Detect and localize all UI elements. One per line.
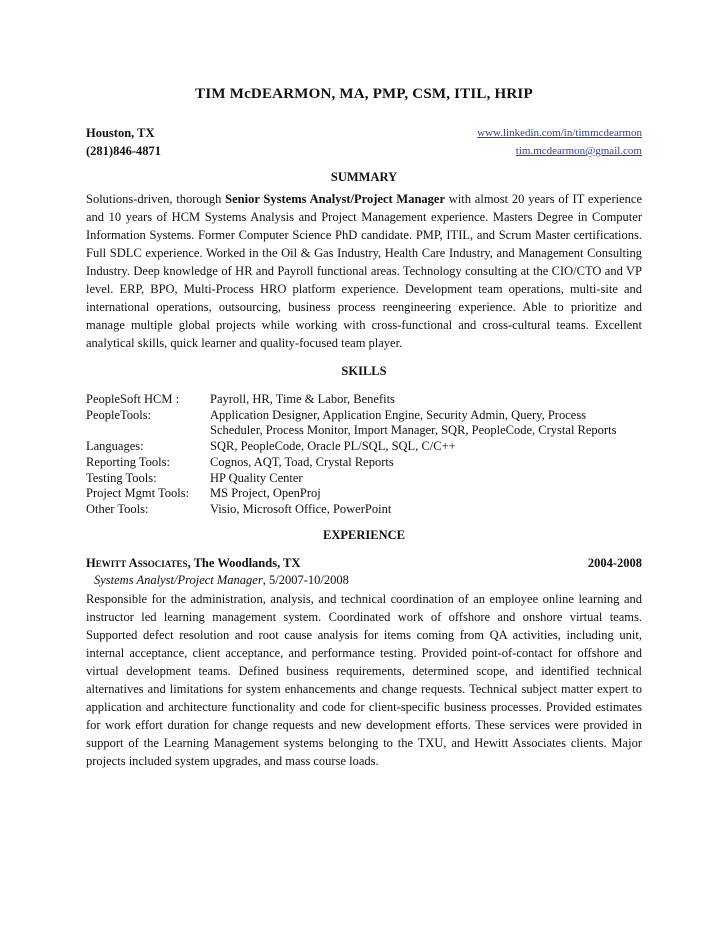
skill-category: Testing Tools: xyxy=(86,470,157,485)
skill-row xyxy=(86,408,642,424)
experience-heading: EXPERIENCE xyxy=(323,528,405,542)
skill-category: Reporting Tools: xyxy=(86,454,170,469)
role-dates: , 5/2007-10/2008 xyxy=(262,573,349,587)
job-employer xyxy=(86,556,300,571)
skill-value: Application Designer, Application Engine, Security Admin, Query, Process xyxy=(210,407,587,422)
company-location: , The Woodlands, TX xyxy=(187,556,301,570)
skill-row xyxy=(86,502,642,518)
linkedin-link[interactable]: www.linkedin.com/in/timmcdearmon xyxy=(477,127,642,139)
company-name: Hewitt Associates xyxy=(86,556,188,570)
summary-title: Senior Systems Analyst/Project Manager xyxy=(225,192,446,206)
skill-row xyxy=(86,423,642,439)
contact-row-2 xyxy=(86,142,642,160)
skill-category: PeopleTools: xyxy=(86,407,152,422)
candidate-name: TIM McDEARMON, MA, PMP, CSM, ITIL, HRIP xyxy=(195,86,533,102)
skill-row xyxy=(86,455,642,471)
job-role xyxy=(94,573,349,588)
skill-value: Payroll, HR, Time & Labor, Benefits xyxy=(210,392,395,406)
skill-value: Cognos, AQT, Toad, Crystal Reports xyxy=(210,454,394,469)
skills-list xyxy=(86,392,642,518)
contact-row-1 xyxy=(86,124,642,142)
skill-category: Other Tools: xyxy=(86,501,149,516)
skill-category: Languages: xyxy=(86,439,144,454)
job-years: 2004-2008 xyxy=(587,556,642,570)
role-title: Systems Analyst/Project Manager xyxy=(94,573,263,587)
phone: (281)846-4871 xyxy=(86,144,161,158)
skill-row xyxy=(86,392,642,408)
skill-category xyxy=(86,423,210,439)
skill-row xyxy=(86,486,642,502)
skill-value: Scheduler, Process Monitor, Import Manager, SQR, PeopleCode, Crystal Reports xyxy=(210,423,617,438)
skill-value: SQR, PeopleCode, Oracle PL/SQL, SQL, C/C++ xyxy=(210,439,456,454)
email-link[interactable]: tim.mcdearmon@gmail.com xyxy=(515,145,642,157)
city: Houston, TX xyxy=(86,126,155,140)
summary-body: with almost 20 years of IT experience and 10 years of HCM Systems Analysis and Project Management experience. Masters Degree in Computer Information Systems. Former Computer Science PhD candidate. PMP, ITIL, and Scrum Master certifications. Full SDLC experience. Worked in the Oil & Gas Industry, Health Care Industry, and Management Consulting Industry. Deep knowledge of HR and Payroll functional areas. Technology consulting at the CIO/CTO and VP level. ERP, BPO, Multi-Process HRO platform experience. Development team operations, multi-site and international operations, outsourcing, business process reengineering experience. Able to prioritize and manage multiple global projects while working with cross-functional and cross-cultural teams. Excellent analytical skills, quick learner and quality-focused team player. xyxy=(86,192,643,350)
skill-category: Project Mgmt Tools: xyxy=(86,486,190,501)
skill-category: PeopleSoft HCM : xyxy=(86,392,180,406)
skill-value: MS Project, OpenProj xyxy=(210,486,321,501)
skills-heading: SKILLS xyxy=(341,364,387,378)
skill-value: HP Quality Center xyxy=(210,470,303,485)
summary-intro: Solutions-driven, thorough xyxy=(86,192,226,206)
skill-value: Visio, Microsoft Office, PowerPoint xyxy=(210,501,392,516)
job-description: Responsible for the administration, analysis, and technical coordination of an employee online learning and instructor led learning management system. Coordinated work of offshore and onshore virtual teams. Supported defect resolution and root cause analysis for items coming from QA activities, including unit, internal acceptance, client acceptance, and performance testing. Provided point-of-contact for offshore and virtual development teams. Defined business requirements, determined scope, and identified technical alternatives and limitations for system enhancements and change requests. Technical subject matter expert to application and architecture functionality and code for client-specific business processes. Provided estimates for work effort duration for change requests and new development efforts. These services were provided in support of the Learning Management systems belonging to the TXU, and Hewitt Associates clients. Major projects included system upgrades, and mass course loads. xyxy=(86,592,642,768)
job-header xyxy=(86,556,642,571)
skill-row xyxy=(86,471,642,487)
summary-heading: SUMMARY xyxy=(330,170,398,184)
contact-block xyxy=(86,124,642,160)
summary-paragraph xyxy=(86,190,642,352)
skill-row xyxy=(86,439,642,455)
